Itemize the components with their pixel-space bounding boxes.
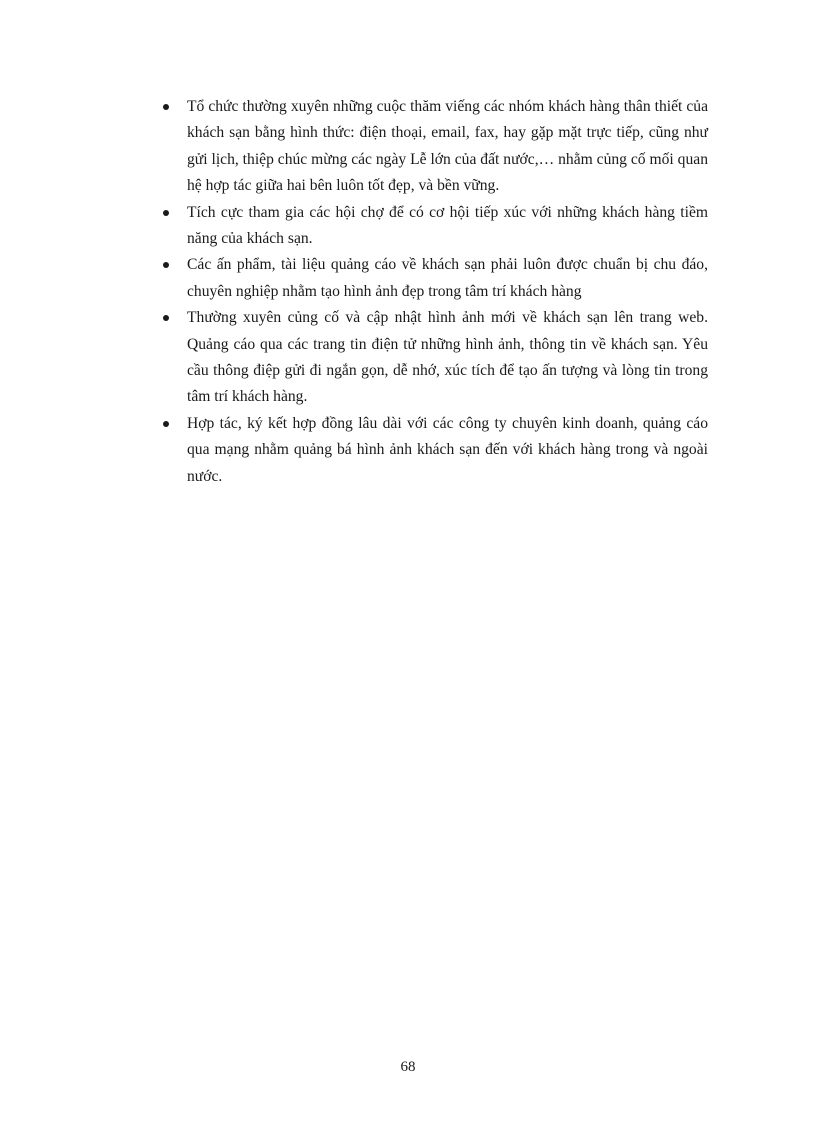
list-item <box>160 411 708 490</box>
list-item-text: Tích cực tham gia các hội chợ để có cơ hội tiếp xúc với những khách hàng tiềm năng của khách sạn. <box>187 203 708 248</box>
bullet-point-icon <box>163 315 169 321</box>
list-item-text: Tổ chức thường xuyên những cuộc thăm viếng các nhóm khách hàng thân thiết của khách sạn bằng hình thức: điện thoại, email, fax, hay gặp mặt trực tiếp, cũng như gửi lịch, thiệp chúc mừng các ngày Lễ lớn của đất nước,… nhằm củng cố mối quan hệ hợp tác giữa hai bên luôn tốt đẹp, và bền vững. <box>187 98 708 195</box>
list-item-text: Thường xuyên củng cố và cập nhật hình ảnh mới về khách sạn lên trang web. Quảng cáo qua các trang tin điện tử những hình ảnh, thông tin về khách sạn. Yêu cầu thông điệp gửi đi ngắn gọn, dễ nhớ, xúc tích để tạo ấn tượng và lòng tin trong tâm trí khách hàng. <box>187 309 708 406</box>
list-item <box>160 252 708 305</box>
list-item-text: Các ấn phẩm, tài liệu quảng cáo về khách sạn phải luôn được chuẩn bị chu đáo, chuyên nghiệp nhằm tạo hình ảnh đẹp trong tâm trí khách hàng <box>187 256 708 300</box>
list-item <box>160 305 708 411</box>
list-item-text: Hợp tác, ký kết hợp đồng lâu dài với các công ty chuyên kinh doanh, quảng cáo qua mạng nhằm quảng bá hình ảnh khách sạn đến với khách hàng trong và ngoài nước. <box>187 414 708 485</box>
page-number: 68 <box>400 1059 416 1075</box>
bullet-point-icon <box>163 210 169 216</box>
bullet-list <box>160 94 708 490</box>
bullet-point-icon <box>163 421 169 427</box>
list-item <box>160 200 708 253</box>
bullet-point-icon <box>163 262 169 268</box>
list-item <box>160 94 708 200</box>
bullet-point-icon <box>163 104 169 110</box>
